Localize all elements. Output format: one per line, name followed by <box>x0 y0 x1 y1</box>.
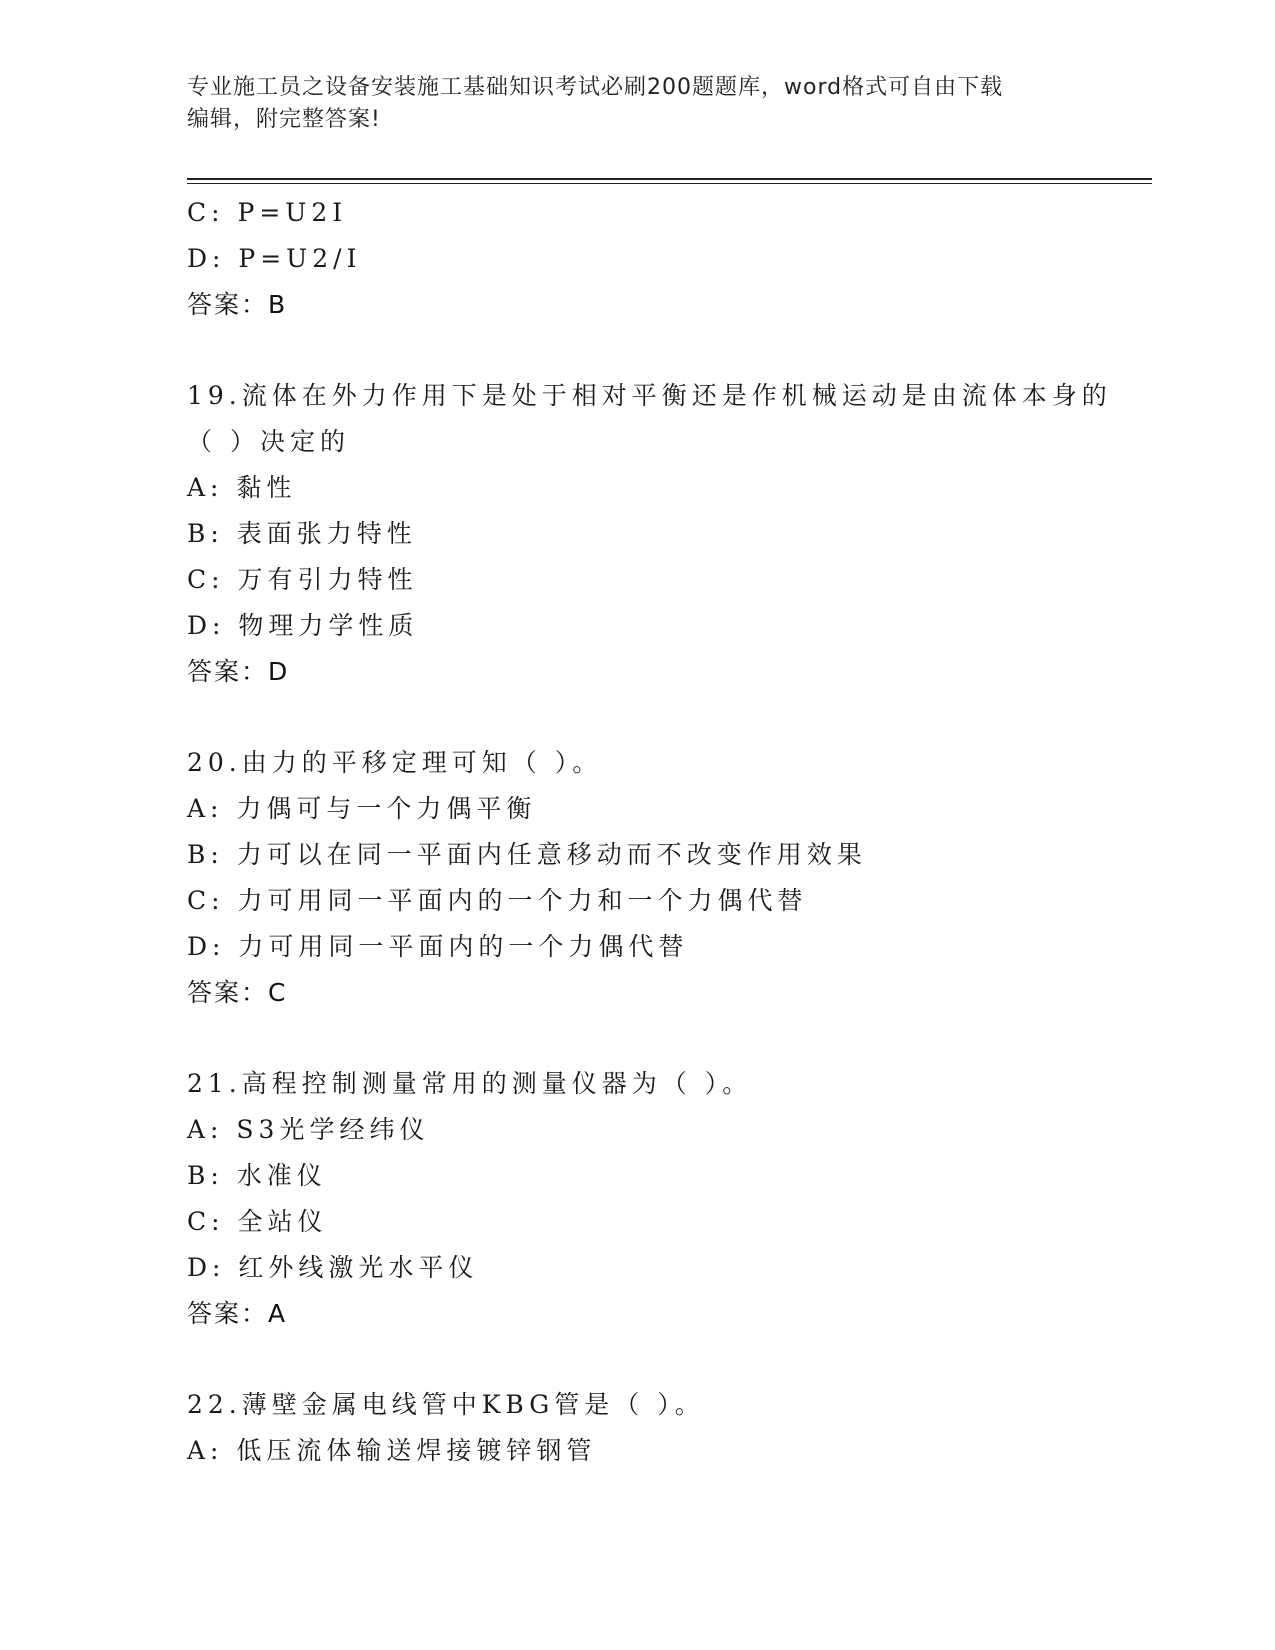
q21-option-a: A: S3光学经纬仪 <box>187 1115 430 1144</box>
question-20 <box>187 740 1147 1016</box>
question-19 <box>187 373 1147 695</box>
question-18 <box>187 190 1147 328</box>
q19-option-c: C: 万有引力特性 <box>187 565 418 594</box>
q20-option-c: C: 力可用同一平面内的一个力和一个力偶代替 <box>187 886 808 915</box>
q22-stem: 22.薄壁金属电线管中KBG管是（ ）。 <box>187 1390 705 1419</box>
question-list <box>187 190 1147 1474</box>
q19-option-a: A: 黏性 <box>187 473 297 502</box>
q21-stem: 21.高程控制测量常用的测量仪器为（ ）。 <box>187 1069 753 1098</box>
question-22 <box>187 1382 1147 1474</box>
q20-stem: 20.由力的平移定理可知（ ）。 <box>187 748 603 777</box>
q21-option-b: B: 水准仪 <box>187 1161 327 1190</box>
q21-option-d: D: 红外线激光水平仪 <box>187 1253 479 1282</box>
header-line-1: 专业施工员之设备安装施工基础知识考试必刷200题题库，word格式可自由下载 <box>187 75 1004 100</box>
q19-stem-line-1: 19.流体在外力作用下是处于相对平衡还是作机械运动是由流体本身的 <box>187 381 1112 410</box>
q21-option-c: C: 全站仪 <box>187 1207 328 1236</box>
q20-option-b: B: 力可以在同一平面内任意移动而不改变作用效果 <box>187 840 867 869</box>
q18-option-d: D: P=U2/I <box>187 244 362 273</box>
header-line-2: 编辑，附完整答案! <box>187 107 381 132</box>
q18-answer: 答案：B <box>187 290 288 319</box>
q20-answer: 答案：C <box>187 978 288 1007</box>
q19-stem-line-2: （ ）决定的 <box>187 427 350 456</box>
q19-answer: 答案：D <box>187 657 290 686</box>
q20-option-d: D: 力可用同一平面内的一个力偶代替 <box>187 932 689 961</box>
q21-answer: 答案：A <box>187 1299 288 1328</box>
header-divider-thick <box>187 178 1152 180</box>
q19-option-b: B: 表面张力特性 <box>187 519 417 548</box>
document-header <box>187 72 1087 136</box>
q20-option-a: A: 力偶可与一个力偶平衡 <box>187 794 537 823</box>
header-divider-thin <box>187 183 1152 184</box>
q18-option-c: C: P=U2I <box>187 198 348 227</box>
q22-option-a: A: 低压流体输送焊接镀锌钢管 <box>187 1436 597 1465</box>
q19-option-d: D: 物理力学性质 <box>187 611 419 640</box>
question-21 <box>187 1061 1147 1337</box>
